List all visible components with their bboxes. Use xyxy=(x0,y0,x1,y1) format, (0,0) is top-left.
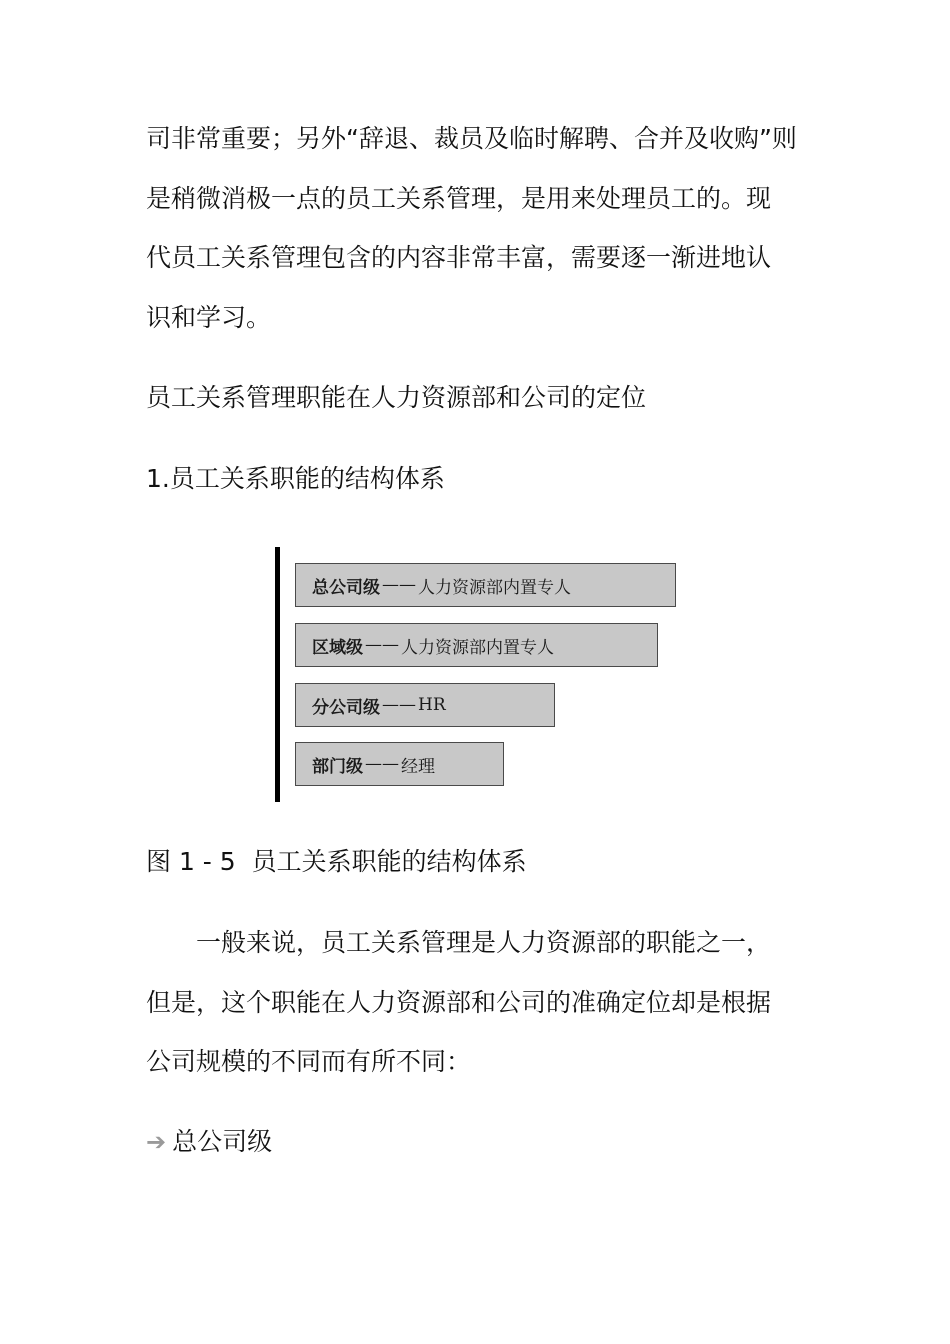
level-name: 总公司级 xyxy=(312,577,380,598)
level-role: HR xyxy=(418,695,446,715)
paragraph-line: 司非常重要；另外“辞退、裁员及临时解聘、合并及收购”则 xyxy=(146,124,797,153)
level-box-branch xyxy=(295,683,555,727)
paragraph-line: 代员工关系管理包含的内容非常丰富，需要逐一渐进地认 xyxy=(146,243,772,272)
paragraph-line: 一般来说，员工关系管理是人力资源部的职能之一， xyxy=(196,928,772,957)
level-dash: —— xyxy=(365,754,399,774)
subsection-heading: 1.员工关系职能的结构体系 xyxy=(146,464,445,493)
level-box-regional xyxy=(295,623,658,667)
level-box-department xyxy=(295,742,504,786)
paragraph-line: 公司规模的不同而有所不同： xyxy=(146,1047,472,1076)
level-box-headquarters xyxy=(295,563,676,607)
level-role: 人力资源部内置专人 xyxy=(418,577,571,598)
bullet-text: 总公司级 xyxy=(172,1127,273,1156)
level-name: 部门级 xyxy=(312,756,363,777)
arrow-right-icon: ➔ xyxy=(146,1128,167,1156)
paragraph-line: 是稍微消极一点的员工关系管理，是用来处理员工的。现 xyxy=(146,184,772,213)
level-dash: —— xyxy=(365,635,399,655)
figure-caption: 图 1 - 5 员工关系职能的结构体系 xyxy=(146,847,527,876)
paragraph-line: 但是，这个职能在人力资源部和公司的准确定位却是根据 xyxy=(146,988,772,1017)
paragraph-line: 识和学习。 xyxy=(146,303,272,332)
level-dash: —— xyxy=(382,575,416,595)
bullet-item xyxy=(146,1127,272,1157)
level-role: 经理 xyxy=(401,756,435,777)
level-name: 区域级 xyxy=(312,637,363,658)
level-role: 人力资源部内置专人 xyxy=(401,637,554,658)
level-dash: —— xyxy=(382,695,416,715)
diagram-vertical-bar xyxy=(275,547,280,802)
section-heading: 员工关系管理职能在人力资源部和公司的定位 xyxy=(146,383,647,412)
level-name: 分公司级 xyxy=(312,697,380,718)
